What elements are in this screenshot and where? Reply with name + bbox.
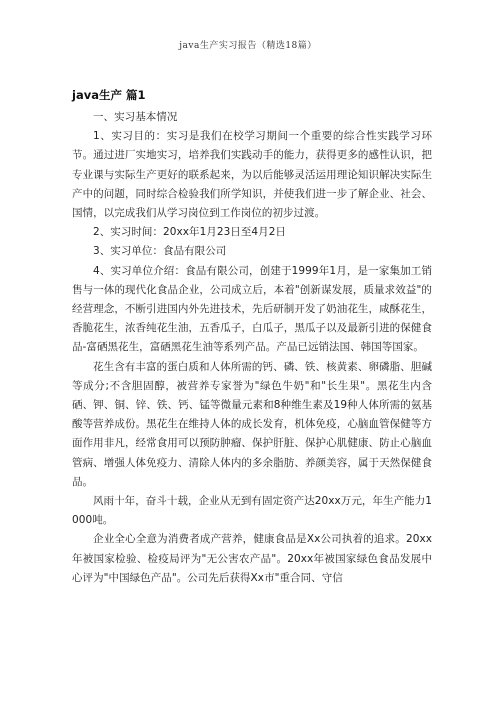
article-heading: java生产 篇1	[72, 88, 146, 102]
paragraph-company-growth: 风雨十年，奋斗十载，企业从无到有固定资产达20xx万元，年生产能力1000吨。	[72, 495, 432, 527]
paragraph-unit: 3、实习单位：食品有限公司	[93, 245, 227, 258]
paragraph-time: 2、实习时间：20xx年1月23日至4月2日	[93, 226, 286, 239]
paragraph-company-awards: 企业全心全意为消费者成产营养，健康食品是Xx公司执着的追求。20xx年被国家检验、检疫局评为"无公害农产品"。20xx年被国家绿色食品发展中心评为"中国绿色产品"。公司先后获得Xx市"重合同、守信	[72, 533, 432, 584]
article-body	[72, 87, 432, 588]
paragraph-purpose: 1、实习目的：实习是我们在校学习期间一个重要的综合性实践学习环节。通过进厂实地实习，培养我们实践动手的能力，获得更多的感性认识，把专业课与实际生产更好的联系起来，为以后能够灵活运用理论知识解决实际生产中的问题，同时综合检验我们所学知识，并使我们进一步了解企业、社会、国情，以完成我们从学习岗位到工作岗位的初步过渡。	[72, 130, 432, 220]
paragraph-unit-intro: 4、实习单位介绍：食品有限公司，创建于1999年1月，是一家集加工销售与一体的现代化食品企业，公司成立后，本着"创新谋发展，质量求效益"的经营理念，不断引进国内外先进技术，先后研制开发了奶油花生，咸酥花生，香脆花生，浓香纯花生油，五香瓜子，白瓜子，黑瓜子以及最新引进的保健食品-富硒黑花生，富硒黑花生油等系列产品。产品已远销法国、韩国等国家。	[72, 264, 432, 354]
paragraph-section-title: 一、实习基本情况	[93, 111, 178, 123]
document-header-title: java生产实习报告（精选18篇）	[179, 41, 317, 51]
paragraph-peanut-nutrition: 花生含有丰富的蛋白质和人体所需的钙、磷、铁、核黄素、卵磷脂、胆碱等成分;不含胆固醇，被营养专家誉为"绿色牛奶"和"长生果"。黑花生内含硒、钾、铜、锌、铁、钙、锰等微量元素和8种维生素及19种人体所需的氨基酸等营养成份。黑花生在维持人体的成长发育，机体免疫，心脑血管保健等方面作用非凡，经常食用可以预防肿瘤、保护肝脏、保护心肌健康、防止心脑血管病、增强人体免疫力、清除人体内的多余脂肪、养颜美容，属于天然保健食品。	[72, 360, 432, 488]
